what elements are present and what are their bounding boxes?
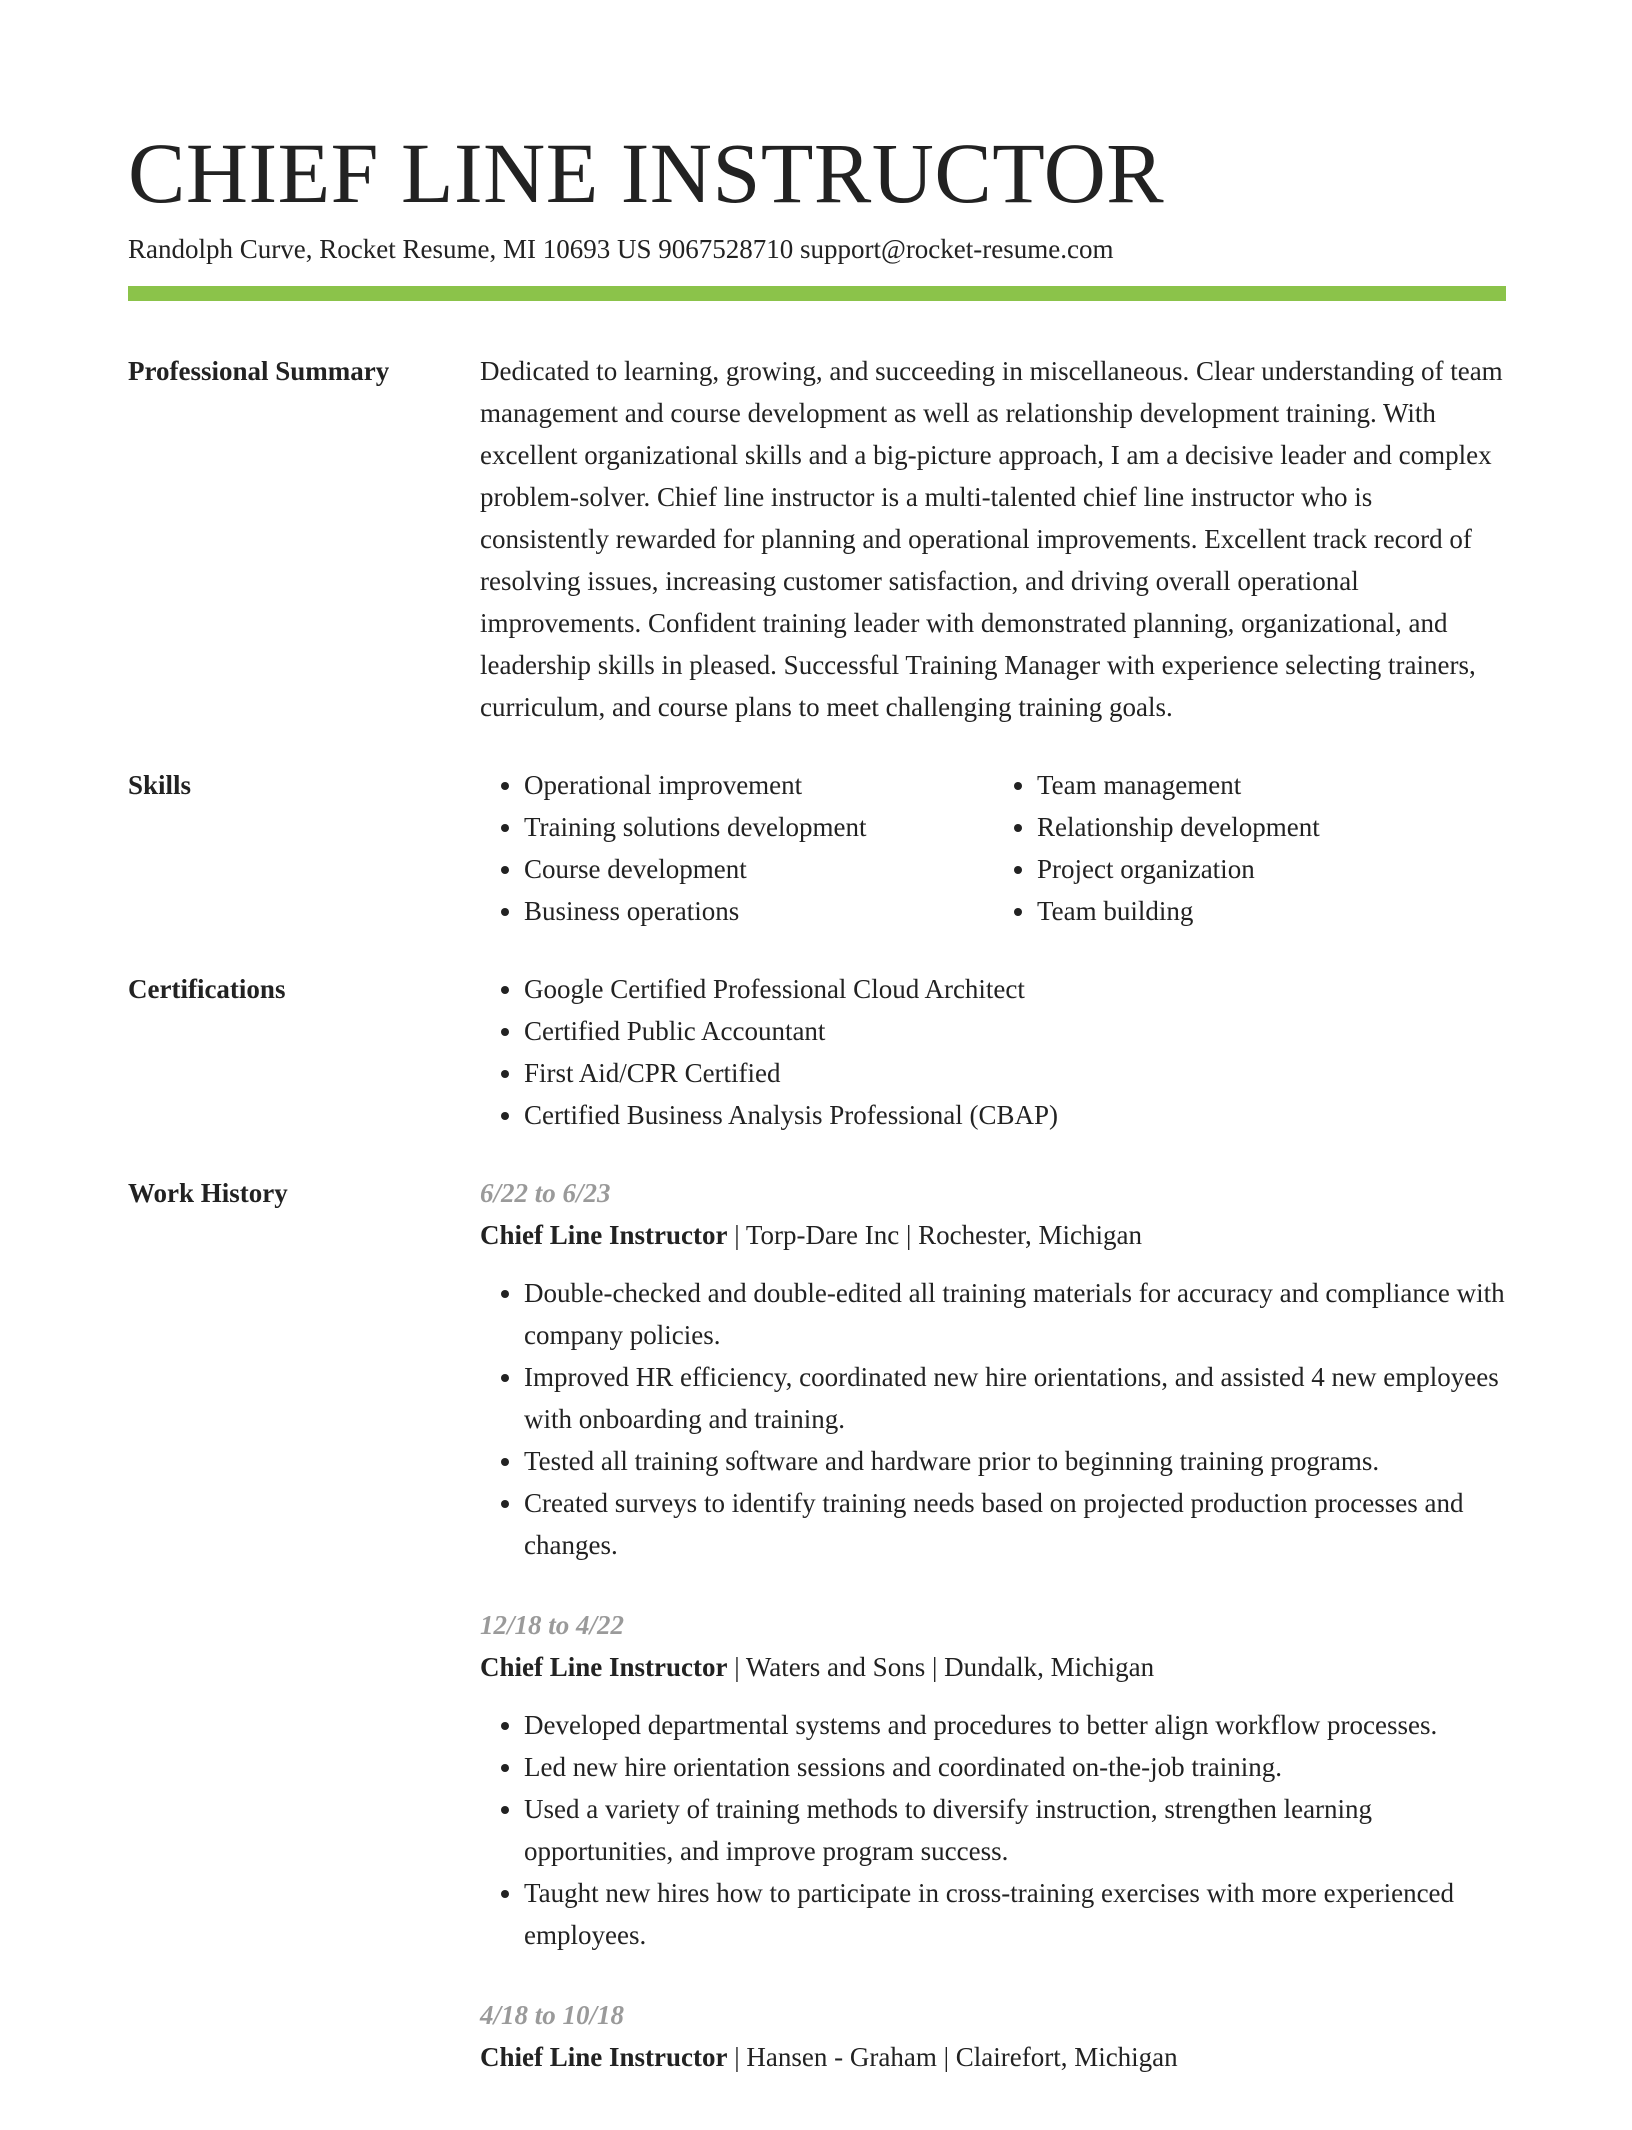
job-dates: 6/22 to 6/23: [480, 1178, 611, 1208]
job-heading: Chief Line Instructor | Hansen - Graham | Clairefort, Michigan: [480, 2042, 1178, 2072]
job-bullet: • Used a variety of training methods to diversify instruction, strengthen learning opportunities, and improve program success.: [524, 1788, 1506, 1872]
resume-title: CHIEF LINE INSTRUCTOR: [128, 125, 1165, 221]
resume-sections: [128, 350, 1506, 2130]
job-company: Waters and Sons: [745, 1652, 926, 1682]
job-title: Chief Line Instructor: [480, 1652, 728, 1682]
job-title: Chief Line Instructor: [480, 1220, 728, 1250]
certifications-section: [128, 968, 1506, 1136]
job-bullet: • Taught new hires how to participate in cross-training exercises with more experienced employees.: [524, 1872, 1506, 1956]
job-bullet: • Tested all training software and hardware prior to beginning training programs.: [524, 1440, 1506, 1482]
section-label-summary: Professional Summary: [128, 356, 390, 386]
section-label-certifications: Certifications: [128, 974, 286, 1004]
section-label-work-history: Work History: [128, 1178, 288, 1208]
job-bullet: • Developed departmental systems and procedures to better align workflow processes.: [524, 1704, 1506, 1746]
certification-item: • Google Certified Professional Cloud Architect: [524, 968, 1506, 1010]
job-company: Torp-Dare Inc: [745, 1220, 900, 1250]
certifications-list: [480, 968, 1506, 1136]
skills-list-left: [480, 764, 993, 932]
certification-item: • Certified Business Analysis Professional (CBAP): [524, 1094, 1506, 1136]
job-bullet: • Led new hire orientation sessions and coordinated on-the-job training.: [524, 1746, 1506, 1788]
job-dates: 12/18 to 4/22: [480, 1610, 625, 1640]
job-entry: [480, 1994, 1506, 2078]
job-bullets: [480, 1704, 1506, 1956]
job-location: Clairefort, Michigan: [955, 2042, 1178, 2072]
skill-item: • Business operations: [524, 890, 993, 932]
work-history-section: [128, 1172, 1506, 2094]
section-label-skills: Skills: [128, 770, 192, 800]
skill-item: • Course development: [524, 848, 993, 890]
skill-item: • Team management: [1037, 764, 1506, 806]
summary-text: Dedicated to learning, growing, and succeeding in miscellaneous. Clear understanding of team management and course development as well as relationship development training. With excellent organizational skills and a big-picture approach, I am a decisive leader and complex problem-solver. Chief line instructor is a multi-talented chief line instructor who is consistently rewarded for planning and operational improvements. Excellent track record of resolving issues, increasing customer satisfaction, and driving overall operational improvements. Confident training leader with demonstrated planning, organizational, and leadership skills in pleased. Successful Training Manager with experience selecting trainers, curriculum, and course plans to meet challenging training goals.: [480, 356, 1503, 722]
job-entry: [480, 1172, 1506, 1566]
skills-section: [128, 764, 1506, 932]
job-bullets: [480, 1272, 1506, 1566]
job-dates: 4/18 to 10/18: [480, 2000, 625, 2030]
skill-item: • Project organization: [1037, 848, 1506, 890]
job-heading: Chief Line Instructor | Waters and Sons | Dundalk, Michigan: [480, 1652, 1155, 1682]
skill-item: • Training solutions development: [524, 806, 993, 848]
job-bullet: • Double-checked and double-edited all training materials for accuracy and compliance with company policies.: [524, 1272, 1506, 1356]
skill-item: • Operational improvement: [524, 764, 993, 806]
job-location: Dundalk, Michigan: [944, 1652, 1155, 1682]
job-title: Chief Line Instructor: [480, 2042, 728, 2072]
certification-item: • First Aid/CPR Certified: [524, 1052, 1506, 1094]
contact-line: Randolph Curve, Rocket Resume, MI 10693 US 9067528710 support@rocket-resume.com: [128, 234, 1114, 264]
skills-body: [480, 764, 1506, 932]
certification-item: • Certified Public Accountant: [524, 1010, 1506, 1052]
job-heading: Chief Line Instructor | Torp-Dare Inc | Rochester, Michigan: [480, 1220, 1142, 1250]
job-location: Rochester, Michigan: [918, 1220, 1142, 1250]
skill-item: • Relationship development: [1037, 806, 1506, 848]
summary-body: [480, 350, 1506, 728]
summary-section: [128, 350, 1506, 728]
job-entry: [480, 1604, 1506, 1956]
job-bullet: • Created surveys to identify training needs based on projected production processes and changes.: [524, 1482, 1506, 1566]
certifications-body: [480, 968, 1506, 1136]
header-divider: [128, 286, 1506, 301]
job-company: Hansen - Graham: [746, 2042, 937, 2072]
skill-item: • Team building: [1037, 890, 1506, 932]
job-bullet: • Improved HR efficiency, coordinated new hire orientations, and assisted 4 new employees with onboarding and training.: [524, 1356, 1506, 1440]
skills-list-right: [993, 764, 1506, 932]
work-history-body: [480, 1172, 1506, 2094]
